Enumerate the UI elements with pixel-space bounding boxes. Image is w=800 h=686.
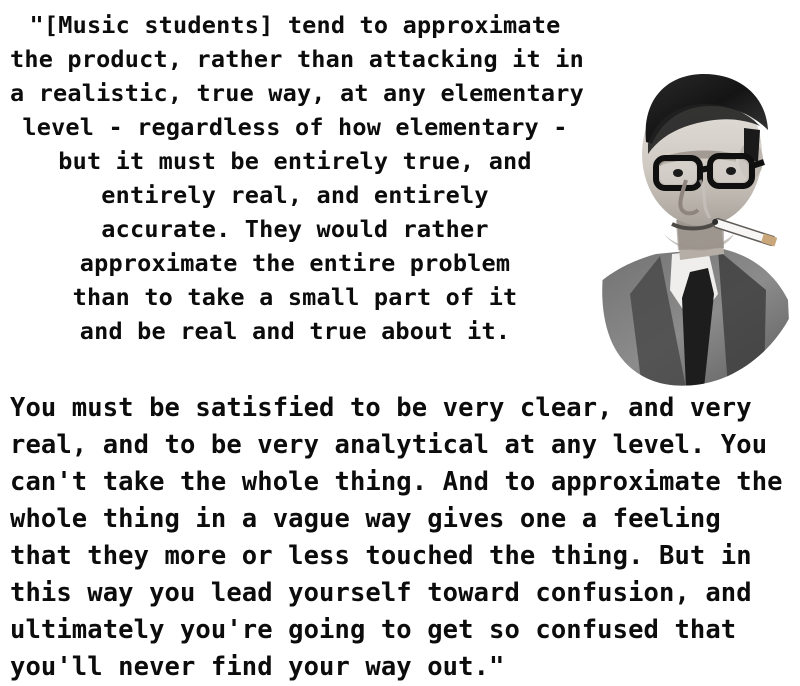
paragraph-line: ultimately you're going to get so confused that: [10, 615, 737, 645]
quote-line: approximate the entire problem: [79, 249, 511, 277]
paragraph-line: this way you lead yourself toward confusion, and: [10, 578, 752, 608]
blockquote: [0, 8, 800, 348]
quote-line: "[Music students] tend to approximate: [29, 11, 561, 39]
quote-line: entirely real, and entirely: [101, 181, 489, 209]
quote-line: but it must be entirely true, and: [58, 147, 532, 175]
paragraph-line: whole thing in a vague way gives one a feeling: [10, 504, 721, 534]
paragraph-line: can't take the whole thing. And to approximate the: [10, 467, 783, 497]
paragraph-line: that they more or less touched the thing. But in: [10, 541, 752, 571]
paragraph-line: You must be satisfied to be very clear, and very: [10, 393, 752, 423]
quote-line: the product, rather than attacking it in: [10, 45, 584, 73]
paragraph-line: real, and to be very analytical at any level. You: [10, 430, 768, 460]
paragraph-line: you'll never find your way out.": [10, 652, 505, 682]
paragraph: [0, 390, 800, 686]
quote-line: level - regardless of how elementary -: [22, 113, 568, 141]
quote-line: a realistic, true way, at any elementary: [10, 79, 584, 107]
quote-line: than to take a small part of it: [72, 283, 518, 311]
quote-line: accurate. They would rather: [101, 215, 489, 243]
quote-line: and be real and true about it.: [79, 317, 511, 345]
